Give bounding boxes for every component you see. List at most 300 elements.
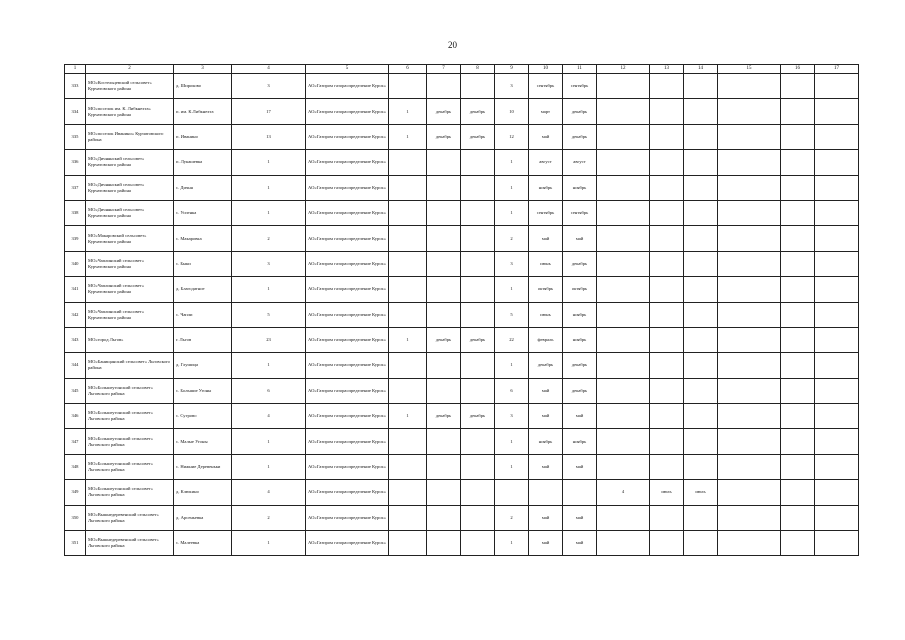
settlement-cell: с. Большие Угоны bbox=[174, 378, 232, 403]
col6-cell bbox=[389, 302, 427, 327]
col8-cell: декабрь bbox=[461, 124, 495, 149]
col10-cell: май bbox=[529, 531, 563, 556]
column-header: 3 bbox=[174, 65, 232, 74]
municipality-cell: МО«Чаплинский сельсовет» Курчатовского района bbox=[86, 277, 174, 302]
page-number: 20 bbox=[448, 40, 457, 50]
col6-cell bbox=[389, 226, 427, 251]
settlement-cell: г. Льгов bbox=[174, 327, 232, 352]
organization-cell: АО«Газпром газораспределение Курск» bbox=[306, 124, 389, 149]
col16-cell bbox=[781, 480, 815, 505]
col10-cell: август bbox=[529, 150, 563, 175]
organization-cell: АО«Газпром газораспределение Курск» bbox=[306, 150, 389, 175]
col16-cell bbox=[781, 378, 815, 403]
table-row bbox=[65, 124, 859, 149]
col13-cell bbox=[650, 531, 684, 556]
col17-cell bbox=[815, 454, 859, 479]
municipality-cell: МО«Большеугонский сельсовет» Льговского района bbox=[86, 378, 174, 403]
row-number: 345 bbox=[65, 378, 86, 403]
column-header: 6 bbox=[389, 65, 427, 74]
table-row bbox=[65, 175, 859, 200]
col8-cell bbox=[461, 505, 495, 530]
col7-cell bbox=[427, 175, 461, 200]
col6-cell: 1 bbox=[389, 327, 427, 352]
settlement-cell: с. Дичня bbox=[174, 175, 232, 200]
col14-cell: июль bbox=[684, 480, 718, 505]
col10-cell: март bbox=[529, 99, 563, 124]
row-number: 349 bbox=[65, 480, 86, 505]
row-number: 333 bbox=[65, 74, 86, 99]
col16-cell bbox=[781, 429, 815, 454]
col11-cell: август bbox=[563, 150, 597, 175]
col11-cell: ноябрь bbox=[563, 429, 597, 454]
col15-cell bbox=[718, 150, 781, 175]
col7-cell bbox=[427, 150, 461, 175]
count-cell: 1 bbox=[232, 277, 306, 302]
column-header: 7 bbox=[427, 65, 461, 74]
column-header: 8 bbox=[461, 65, 495, 74]
col7-cell bbox=[427, 429, 461, 454]
gasification-schedule-table bbox=[64, 64, 859, 556]
col8-cell bbox=[461, 74, 495, 99]
col7-cell bbox=[427, 353, 461, 378]
col15-cell bbox=[718, 480, 781, 505]
municipality-cell: МО«поселок Иванино» Курчатовского района bbox=[86, 124, 174, 149]
municipality-cell: МО«Дичнянский сельсовет» Курчатовского района bbox=[86, 200, 174, 225]
col16-cell bbox=[781, 150, 815, 175]
col16-cell bbox=[781, 74, 815, 99]
col10-cell: май bbox=[529, 378, 563, 403]
col7-cell: декабрь bbox=[427, 404, 461, 429]
organization-cell: АО«Газпром газораспределение Курск» bbox=[306, 378, 389, 403]
col8-cell bbox=[461, 150, 495, 175]
col8-cell bbox=[461, 226, 495, 251]
col6-cell bbox=[389, 200, 427, 225]
col14-cell bbox=[684, 150, 718, 175]
row-number: 339 bbox=[65, 226, 86, 251]
col14-cell bbox=[684, 429, 718, 454]
col17-cell bbox=[815, 226, 859, 251]
col8-cell bbox=[461, 200, 495, 225]
col13-cell: июль bbox=[650, 480, 684, 505]
count-cell: 1 bbox=[232, 531, 306, 556]
organization-cell: АО«Газпром газораспределение Курск» bbox=[306, 302, 389, 327]
col13-cell bbox=[650, 429, 684, 454]
organization-cell: АО«Газпром газораспределение Курск» bbox=[306, 277, 389, 302]
col12-cell bbox=[597, 74, 650, 99]
col12-cell bbox=[597, 531, 650, 556]
col8-cell: декабрь bbox=[461, 404, 495, 429]
col16-cell bbox=[781, 302, 815, 327]
settlement-cell: с. Нижние Деревеньки bbox=[174, 454, 232, 479]
municipality-cell: МО«Большеугонский сельсовет» Льговского района bbox=[86, 454, 174, 479]
settlement-cell: с. Макаровка bbox=[174, 226, 232, 251]
col14-cell bbox=[684, 454, 718, 479]
col13-cell bbox=[650, 150, 684, 175]
organization-cell: АО«Газпром газораспределение Курск» bbox=[306, 74, 389, 99]
col7-cell bbox=[427, 302, 461, 327]
col7-cell bbox=[427, 505, 461, 530]
organization-cell: АО«Газпром газораспределение Курск» bbox=[306, 200, 389, 225]
col10-cell: сентябрь bbox=[529, 200, 563, 225]
col14-cell bbox=[684, 327, 718, 352]
col9-cell: 12 bbox=[495, 124, 529, 149]
count-cell: 3 bbox=[232, 74, 306, 99]
col6-cell: 1 bbox=[389, 99, 427, 124]
col13-cell bbox=[650, 175, 684, 200]
col9-cell: 3 bbox=[495, 404, 529, 429]
count-cell: 13 bbox=[232, 124, 306, 149]
col17-cell bbox=[815, 531, 859, 556]
col11-cell: май bbox=[563, 404, 597, 429]
settlement-cell: с. Быки bbox=[174, 251, 232, 276]
count-cell: 1 bbox=[232, 175, 306, 200]
row-number: 342 bbox=[65, 302, 86, 327]
organization-cell: АО«Газпром газораспределение Курск» bbox=[306, 404, 389, 429]
col6-cell bbox=[389, 175, 427, 200]
count-cell: 2 bbox=[232, 226, 306, 251]
row-number: 335 bbox=[65, 124, 86, 149]
col11-cell: октябрь bbox=[563, 277, 597, 302]
settlement-cell: д. Благодатное bbox=[174, 277, 232, 302]
col7-cell bbox=[427, 378, 461, 403]
settlement-cell: д. Глушица bbox=[174, 353, 232, 378]
settlement-cell: с. Успенка bbox=[174, 200, 232, 225]
col12-cell: 4 bbox=[597, 480, 650, 505]
col14-cell bbox=[684, 124, 718, 149]
col13-cell bbox=[650, 505, 684, 530]
col7-cell bbox=[427, 200, 461, 225]
column-header: 15 bbox=[718, 65, 781, 74]
settlement-cell: д. Клюкино bbox=[174, 480, 232, 505]
col6-cell bbox=[389, 378, 427, 403]
organization-cell: АО«Газпром газораспределение Курск» bbox=[306, 251, 389, 276]
count-cell: 1 bbox=[232, 429, 306, 454]
col17-cell bbox=[815, 429, 859, 454]
organization-cell: АО«Газпром газораспределение Курск» bbox=[306, 327, 389, 352]
col16-cell bbox=[781, 353, 815, 378]
organization-cell: АО«Газпром газораспределение Курск» bbox=[306, 353, 389, 378]
col12-cell bbox=[597, 404, 650, 429]
col7-cell bbox=[427, 531, 461, 556]
col11-cell: ноябрь bbox=[563, 302, 597, 327]
table-row bbox=[65, 150, 859, 175]
col15-cell bbox=[718, 505, 781, 530]
col11-cell: ноябрь bbox=[563, 327, 597, 352]
col12-cell bbox=[597, 429, 650, 454]
organization-cell: АО«Газпром газораспределение Курск» bbox=[306, 226, 389, 251]
table-row bbox=[65, 277, 859, 302]
col7-cell bbox=[427, 226, 461, 251]
table-row bbox=[65, 480, 859, 505]
organization-cell: АО«Газпром газораспределение Курск» bbox=[306, 531, 389, 556]
col6-cell bbox=[389, 454, 427, 479]
col15-cell bbox=[718, 531, 781, 556]
col17-cell bbox=[815, 480, 859, 505]
col11-cell bbox=[563, 480, 597, 505]
municipality-cell: МО«город Льгов» bbox=[86, 327, 174, 352]
col15-cell bbox=[718, 124, 781, 149]
settlement-cell: с. Малеевка bbox=[174, 531, 232, 556]
col10-cell: февраль bbox=[529, 327, 563, 352]
col16-cell bbox=[781, 226, 815, 251]
table-row bbox=[65, 378, 859, 403]
col9-cell: 1 bbox=[495, 429, 529, 454]
table-row bbox=[65, 99, 859, 124]
col11-cell: сентябрь bbox=[563, 74, 597, 99]
col6-cell: 1 bbox=[389, 404, 427, 429]
col12-cell bbox=[597, 175, 650, 200]
col13-cell bbox=[650, 251, 684, 276]
col13-cell bbox=[650, 99, 684, 124]
col14-cell bbox=[684, 505, 718, 530]
col16-cell bbox=[781, 251, 815, 276]
col10-cell: май bbox=[529, 505, 563, 530]
column-header: 10 bbox=[529, 65, 563, 74]
col6-cell bbox=[389, 74, 427, 99]
col11-cell: декабрь bbox=[563, 251, 597, 276]
col13-cell bbox=[650, 226, 684, 251]
row-number: 334 bbox=[65, 99, 86, 124]
municipality-cell: МО«Дичнянский сельсовет» Курчатовского района bbox=[86, 175, 174, 200]
count-cell: 6 bbox=[232, 378, 306, 403]
col11-cell: ноябрь bbox=[563, 175, 597, 200]
row-number: 346 bbox=[65, 404, 86, 429]
col16-cell bbox=[781, 454, 815, 479]
col9-cell: 1 bbox=[495, 531, 529, 556]
col8-cell bbox=[461, 480, 495, 505]
row-number: 344 bbox=[65, 353, 86, 378]
col11-cell: май bbox=[563, 226, 597, 251]
col9-cell: 1 bbox=[495, 353, 529, 378]
col13-cell bbox=[650, 200, 684, 225]
table-row bbox=[65, 302, 859, 327]
col7-cell bbox=[427, 480, 461, 505]
col8-cell bbox=[461, 277, 495, 302]
col9-cell: 3 bbox=[495, 251, 529, 276]
count-cell: 17 bbox=[232, 99, 306, 124]
table-row bbox=[65, 353, 859, 378]
col12-cell bbox=[597, 200, 650, 225]
municipality-cell: МО«Макаровский сельсовет» Курчатовского района bbox=[86, 226, 174, 251]
col7-cell: декабрь bbox=[427, 99, 461, 124]
organization-cell: АО«Газпром газораспределение Курск» bbox=[306, 429, 389, 454]
column-header: 11 bbox=[563, 65, 597, 74]
col16-cell bbox=[781, 404, 815, 429]
col6-cell bbox=[389, 429, 427, 454]
col9-cell: 1 bbox=[495, 277, 529, 302]
col10-cell: май bbox=[529, 226, 563, 251]
col6-cell bbox=[389, 277, 427, 302]
col14-cell bbox=[684, 226, 718, 251]
col12-cell bbox=[597, 226, 650, 251]
column-header: 2 bbox=[86, 65, 174, 74]
column-header: 17 bbox=[815, 65, 859, 74]
col14-cell bbox=[684, 251, 718, 276]
table-row bbox=[65, 74, 859, 99]
col10-cell: июнь bbox=[529, 302, 563, 327]
col9-cell: 5 bbox=[495, 302, 529, 327]
settlement-cell: д. Широково bbox=[174, 74, 232, 99]
table-row bbox=[65, 505, 859, 530]
col8-cell bbox=[461, 454, 495, 479]
table-row bbox=[65, 404, 859, 429]
count-cell: 3 bbox=[232, 251, 306, 276]
col15-cell bbox=[718, 74, 781, 99]
col17-cell bbox=[815, 404, 859, 429]
col8-cell: декабрь bbox=[461, 327, 495, 352]
col15-cell bbox=[718, 353, 781, 378]
col14-cell bbox=[684, 277, 718, 302]
col14-cell bbox=[684, 200, 718, 225]
col17-cell bbox=[815, 99, 859, 124]
col7-cell: декабрь bbox=[427, 327, 461, 352]
col8-cell bbox=[461, 251, 495, 276]
col12-cell bbox=[597, 251, 650, 276]
col16-cell bbox=[781, 175, 815, 200]
row-number: 348 bbox=[65, 454, 86, 479]
col11-cell: декабрь bbox=[563, 124, 597, 149]
column-header: 12 bbox=[597, 65, 650, 74]
col12-cell bbox=[597, 150, 650, 175]
col15-cell bbox=[718, 429, 781, 454]
municipality-cell: МО«Костельцевский сельсовет» Курчатовского района bbox=[86, 74, 174, 99]
table-row bbox=[65, 226, 859, 251]
col6-cell: 1 bbox=[389, 124, 427, 149]
col15-cell bbox=[718, 454, 781, 479]
row-number: 350 bbox=[65, 505, 86, 530]
col16-cell bbox=[781, 124, 815, 149]
municipality-cell: МО«Большеугонский сельсовет» Льговского района bbox=[86, 429, 174, 454]
municipality-cell: МО«Чаплинский сельсовет» Курчатовского района bbox=[86, 251, 174, 276]
col11-cell: май bbox=[563, 505, 597, 530]
col8-cell bbox=[461, 429, 495, 454]
col8-cell bbox=[461, 353, 495, 378]
col10-cell: май bbox=[529, 454, 563, 479]
col14-cell bbox=[684, 353, 718, 378]
col13-cell bbox=[650, 454, 684, 479]
table-row bbox=[65, 200, 859, 225]
settlement-cell: п. им. К.Либкнехта bbox=[174, 99, 232, 124]
col13-cell bbox=[650, 74, 684, 99]
col12-cell bbox=[597, 505, 650, 530]
col6-cell bbox=[389, 505, 427, 530]
municipality-cell: МО«Банищанский сельсовет» Льговского района bbox=[86, 353, 174, 378]
col11-cell: май bbox=[563, 531, 597, 556]
count-cell: 1 bbox=[232, 454, 306, 479]
organization-cell: АО«Газпром газораспределение Курск» bbox=[306, 99, 389, 124]
col14-cell bbox=[684, 302, 718, 327]
count-cell: 4 bbox=[232, 404, 306, 429]
col9-cell: 22 bbox=[495, 327, 529, 352]
municipality-cell: МО«Вышнедеревенский сельсовет» Льговского района bbox=[86, 531, 174, 556]
column-header: 16 bbox=[781, 65, 815, 74]
count-cell: 2 bbox=[232, 505, 306, 530]
col10-cell: сентябрь bbox=[529, 74, 563, 99]
col15-cell bbox=[718, 302, 781, 327]
col9-cell: 1 bbox=[495, 200, 529, 225]
col8-cell bbox=[461, 378, 495, 403]
col8-cell bbox=[461, 302, 495, 327]
settlement-cell: с. Сугрово bbox=[174, 404, 232, 429]
col17-cell bbox=[815, 150, 859, 175]
col9-cell: 1 bbox=[495, 175, 529, 200]
col16-cell bbox=[781, 200, 815, 225]
col12-cell bbox=[597, 454, 650, 479]
col15-cell bbox=[718, 327, 781, 352]
count-cell: 23 bbox=[232, 327, 306, 352]
table-row bbox=[65, 429, 859, 454]
col9-cell: 3 bbox=[495, 74, 529, 99]
col11-cell: сентябрь bbox=[563, 200, 597, 225]
count-cell: 1 bbox=[232, 353, 306, 378]
settlement-cell: д. Арсеньевка bbox=[174, 505, 232, 530]
row-number: 340 bbox=[65, 251, 86, 276]
col15-cell bbox=[718, 251, 781, 276]
col17-cell bbox=[815, 378, 859, 403]
col15-cell bbox=[718, 200, 781, 225]
settlement-cell: п. Иванино bbox=[174, 124, 232, 149]
organization-cell: АО«Газпром газораспределение Курск» bbox=[306, 505, 389, 530]
table-row bbox=[65, 531, 859, 556]
col6-cell bbox=[389, 480, 427, 505]
col10-cell: октябрь bbox=[529, 277, 563, 302]
col10-cell: июнь bbox=[529, 251, 563, 276]
organization-cell: АО«Газпром газораспределение Курск» bbox=[306, 454, 389, 479]
col17-cell bbox=[815, 353, 859, 378]
municipality-cell: МО«Большеугонский сельсовет» Льговского района bbox=[86, 404, 174, 429]
col17-cell bbox=[815, 124, 859, 149]
col12-cell bbox=[597, 378, 650, 403]
column-header: 13 bbox=[650, 65, 684, 74]
col7-cell bbox=[427, 454, 461, 479]
row-number: 341 bbox=[65, 277, 86, 302]
col14-cell bbox=[684, 404, 718, 429]
count-cell: 1 bbox=[232, 150, 306, 175]
col16-cell bbox=[781, 327, 815, 352]
col14-cell bbox=[684, 378, 718, 403]
col6-cell bbox=[389, 251, 427, 276]
col10-cell bbox=[529, 480, 563, 505]
col10-cell: май bbox=[529, 404, 563, 429]
col12-cell bbox=[597, 353, 650, 378]
organization-cell: АО«Газпром газораспределение Курск» bbox=[306, 480, 389, 505]
row-number: 338 bbox=[65, 200, 86, 225]
col9-cell: 10 bbox=[495, 99, 529, 124]
col16-cell bbox=[781, 277, 815, 302]
col13-cell bbox=[650, 327, 684, 352]
settlement-cell: п. Лукашевка bbox=[174, 150, 232, 175]
col17-cell bbox=[815, 200, 859, 225]
col14-cell bbox=[684, 531, 718, 556]
col7-cell bbox=[427, 74, 461, 99]
col12-cell bbox=[597, 124, 650, 149]
col17-cell bbox=[815, 505, 859, 530]
col7-cell bbox=[427, 251, 461, 276]
col17-cell bbox=[815, 327, 859, 352]
settlement-cell: с. Малые Угоны bbox=[174, 429, 232, 454]
row-number: 343 bbox=[65, 327, 86, 352]
col15-cell bbox=[718, 99, 781, 124]
column-header: 4 bbox=[232, 65, 306, 74]
col10-cell: декабрь bbox=[529, 353, 563, 378]
column-header: 9 bbox=[495, 65, 529, 74]
municipality-cell: МО«Чаплинский сельсовет» Курчатовского района bbox=[86, 302, 174, 327]
col17-cell bbox=[815, 175, 859, 200]
header-row bbox=[65, 65, 859, 74]
col6-cell bbox=[389, 353, 427, 378]
col9-cell bbox=[495, 480, 529, 505]
col16-cell bbox=[781, 531, 815, 556]
